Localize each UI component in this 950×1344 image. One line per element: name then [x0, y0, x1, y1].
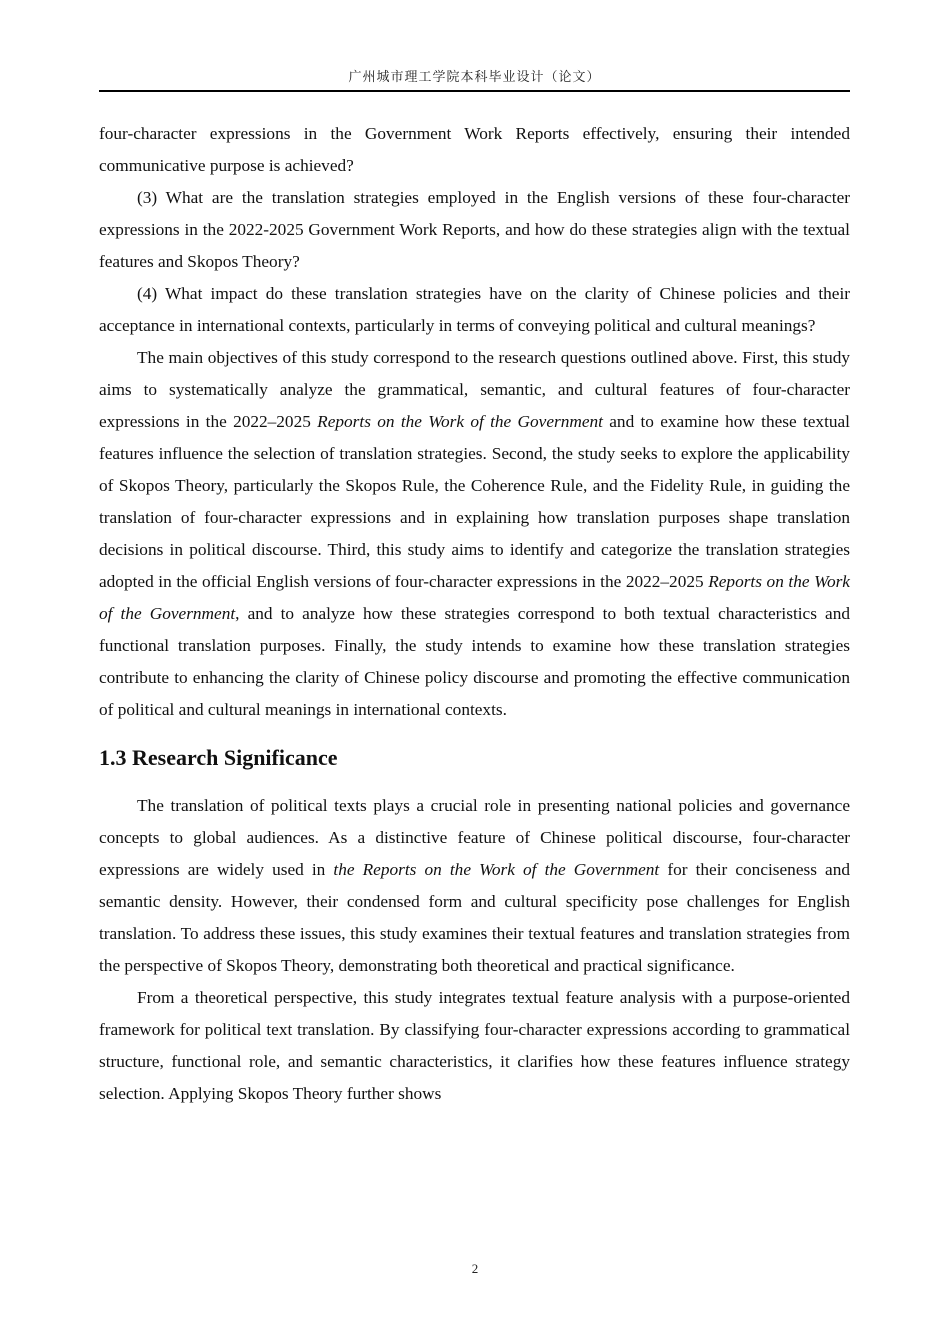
- page-body: [99, 118, 850, 1110]
- paragraph: (4) What impact do these translation strategies have on the clarity of Chinese policies and their acceptance in international contexts, particularly in terms of conveying political and cultural meanings?: [99, 284, 850, 335]
- running-header: 广州城市理工学院本科毕业设计（论文）: [348, 70, 601, 85]
- page-number: 2: [471, 1261, 479, 1276]
- section-heading: 1.3 Research Significance: [99, 745, 338, 770]
- paragraph: The main objectives of this study correspond to the research questions outlined above. First, this study aims to systematically analyze the grammatical, semantic, and cultural features of four-character expressions in the 2022–2025 Reports on the Work of the Government and to examine how these textual features influence the selection of translation strategies. Second, the study seeks to explore the applicability of Skopos Theory, particularly the Skopos Rule, the Coherence Rule, and the Fidelity Rule, in guiding the translation of four-character expressions and in explaining how translation purposes shape translation decisions in political discourse. Third, this study aims to identify and categorize the translation strategies adopted in the official English versions of four-character expressions in the 2022–2025 Reports on the Work of the Government, and to analyze how these strategies correspond to both textual characteristics and functional translation purposes. Finally, the study intends to examine how these translation strategies contribute to enhancing the clarity of Chinese policy discourse and promoting the effective communication of political and cultural meanings in international contexts.: [99, 348, 850, 719]
- paragraph: (3) What are the translation strategies employed in the English versions of these four-character expressions in the 2022-2025 Government Work Reports, and how do these strategies align with the textual features and Skopos Theory?: [99, 188, 850, 271]
- paragraph: four-character expressions in the Government Work Reports effectively, ensuring their intended communicative purpose is achieved?: [99, 124, 850, 175]
- paragraph: The translation of political texts plays a crucial role in presenting national policies and governance concepts to global audiences. As a distinctive feature of Chinese political discourse, four-character expressions are widely used in the Reports on the Work of the Government for their conciseness and semantic density. However, their condensed form and cultural specificity pose challenges for English translation. To address these issues, this study examines their textual features and translation strategies from the perspective of Skopos Theory, demonstrating both theoretical and practical significance.: [99, 796, 851, 975]
- header-rule: [99, 90, 850, 92]
- paragraph: From a theoretical perspective, this study integrates textual feature analysis with a purpose-oriented framework for political text translation. By classifying four-character expressions according to grammatical structure, functional role, and semantic characteristics, it clarifies how these features influence strategy selection. Applying Skopos Theory further shows: [99, 988, 850, 1103]
